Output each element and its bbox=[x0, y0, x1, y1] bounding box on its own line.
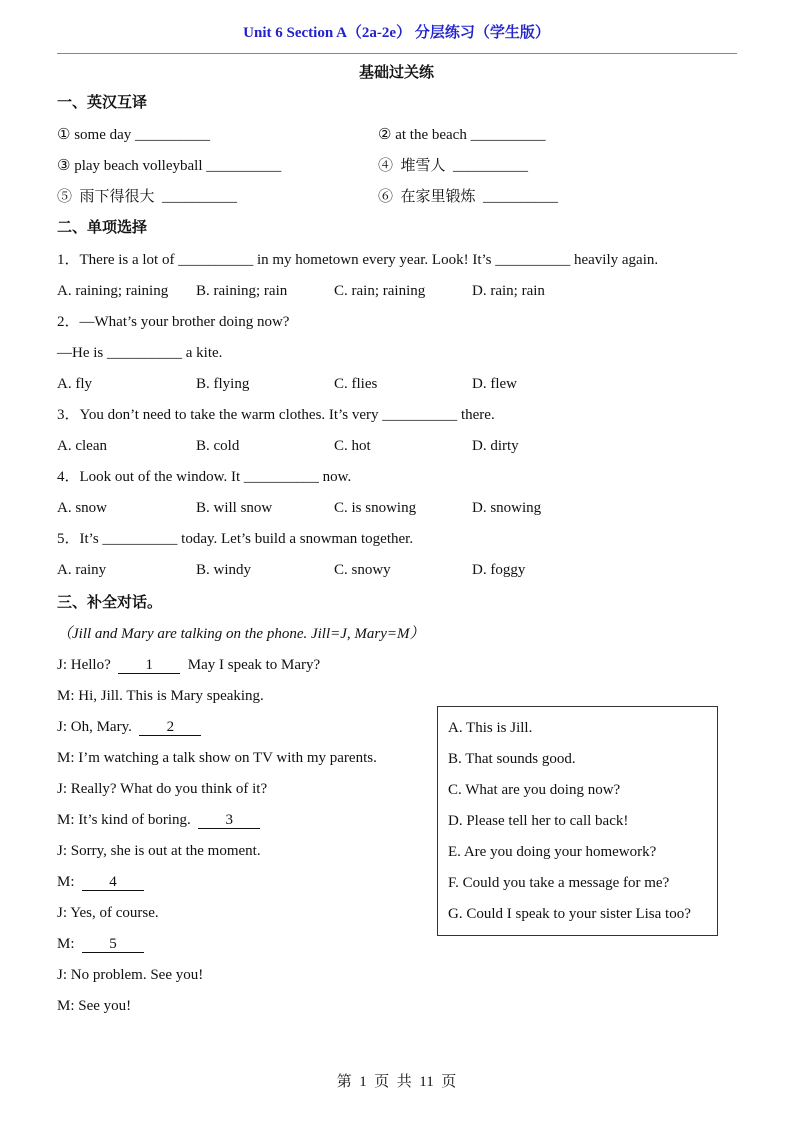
answer-option: C. is snowing bbox=[334, 500, 417, 516]
choice-option: B. That sounds good. bbox=[448, 751, 576, 767]
question-stem: 5．It’s __________ today. Let’s build a snowman together. bbox=[57, 531, 414, 547]
answer-option: D. snowing bbox=[472, 500, 542, 516]
dialogue-text: M: Hi, Jill. This is Mary speaking. bbox=[57, 688, 264, 704]
dialogue-line bbox=[57, 872, 144, 892]
dialogue-blank: 1 bbox=[118, 657, 180, 674]
page-footer: 第 1 页 共 11 页 bbox=[336, 1074, 457, 1090]
part3-heading: 三、补全对话。 bbox=[57, 595, 163, 611]
translate-item: ③ play beach volleyball __________ bbox=[57, 158, 282, 174]
part2-heading: 二、单项选择 bbox=[57, 220, 148, 236]
dialogue-text: M: It’s kind of boring. bbox=[57, 812, 199, 828]
answer-option: C. rain; raining bbox=[334, 283, 426, 299]
dialogue-intro: （Jill and Mary are talking on the phone. Jill=J, Mary=M） bbox=[57, 626, 425, 642]
dialogue-text: J: Oh, Mary. bbox=[57, 719, 140, 735]
dialogue-text: J: Sorry, she is out at the moment. bbox=[57, 843, 261, 859]
translate-item: ⑥ 在家里锻炼 __________ bbox=[378, 189, 559, 205]
answer-option: D. rain; rain bbox=[472, 283, 545, 299]
dialogue-line bbox=[57, 810, 260, 830]
dialogue-text: M: See you! bbox=[57, 998, 132, 1014]
answer-option: B. raining; rain bbox=[196, 283, 288, 299]
dialogue-line bbox=[57, 779, 267, 799]
answer-option: C. flies bbox=[334, 376, 378, 392]
dialogue-line bbox=[57, 655, 320, 675]
translate-item: ① some day __________ bbox=[57, 127, 211, 143]
dialogue-text: J: Really? What do you think of it? bbox=[57, 781, 268, 797]
question-stem: 2．—What’s your brother doing now? bbox=[57, 314, 290, 330]
translate-item: ② at the beach __________ bbox=[378, 127, 546, 143]
choice-option: D. Please tell her to call back! bbox=[448, 813, 629, 829]
answer-option: D. foggy bbox=[472, 562, 526, 578]
choice-option: E. Are you doing your homework? bbox=[448, 844, 657, 860]
dialogue-text: May I speak to Mary? bbox=[180, 657, 321, 673]
question-stem: 1．There is a lot of __________ in my hometown every year. Look! It’s __________ heavily again. bbox=[57, 252, 659, 268]
dialogue-line bbox=[57, 965, 203, 985]
answer-option: B. cold bbox=[196, 438, 240, 454]
translate-item: ④ 堆雪人 __________ bbox=[378, 158, 529, 174]
dialogue-line bbox=[57, 717, 201, 737]
section-subtitle: 基础过关练 bbox=[358, 65, 434, 81]
page-title: Unit 6 Section A（2a-2e） 分层练习（学生版） bbox=[243, 25, 550, 41]
dialogue-line bbox=[57, 686, 264, 706]
choice-option: A. This is Jill. bbox=[448, 720, 533, 736]
dialogue-line bbox=[57, 841, 261, 861]
header-rule bbox=[57, 53, 737, 54]
choice-option: C. What are you doing now? bbox=[448, 782, 621, 798]
dialogue-blank: 4 bbox=[82, 874, 144, 891]
dialogue-line bbox=[57, 934, 144, 954]
choices-box bbox=[437, 706, 718, 936]
question-stem: 4．Look out of the window. It __________ now. bbox=[57, 469, 352, 485]
question-stem: 3．You don’t need to take the warm clothes. It’s very __________ there. bbox=[57, 407, 495, 423]
dialogue-line bbox=[57, 748, 377, 768]
dialogue-text: J: Hello? bbox=[57, 657, 119, 673]
answer-option: A. raining; raining bbox=[57, 283, 169, 299]
translate-item: ⑤ 雨下得很大 __________ bbox=[57, 189, 238, 205]
question-stem: —He is __________ a kite. bbox=[57, 345, 223, 361]
dialogue-line bbox=[57, 903, 159, 923]
answer-option: A. rainy bbox=[57, 562, 107, 578]
dialogue-text: J: No problem. See you! bbox=[57, 967, 204, 983]
dialogue-text: M: bbox=[57, 936, 83, 952]
answer-option: A. snow bbox=[57, 500, 108, 516]
choice-option: G. Could I speak to your sister Lisa too? bbox=[448, 906, 691, 922]
answer-option: D. dirty bbox=[472, 438, 519, 454]
dialogue-line bbox=[57, 996, 131, 1016]
answer-option: D. flew bbox=[472, 376, 517, 392]
dialogue-text: J: Yes, of course. bbox=[57, 905, 159, 921]
answer-option: A. clean bbox=[57, 438, 107, 454]
answer-option: B. flying bbox=[196, 376, 250, 392]
dialogue-text: M: bbox=[57, 874, 83, 890]
dialogue-blank: 5 bbox=[82, 936, 144, 953]
answer-option: B. windy bbox=[196, 562, 252, 578]
answer-option: C. snowy bbox=[334, 562, 391, 578]
dialogue-blank: 2 bbox=[139, 719, 201, 736]
dialogue-blank: 3 bbox=[198, 812, 260, 829]
answer-option: A. fly bbox=[57, 376, 92, 392]
dialogue-text: M: I’m watching a talk show on TV with my parents. bbox=[57, 750, 377, 766]
answer-option: C. hot bbox=[334, 438, 371, 454]
choice-option: F. Could you take a message for me? bbox=[448, 875, 670, 891]
answer-option: B. will snow bbox=[196, 500, 273, 516]
part1-heading: 一、英汉互译 bbox=[57, 95, 148, 111]
